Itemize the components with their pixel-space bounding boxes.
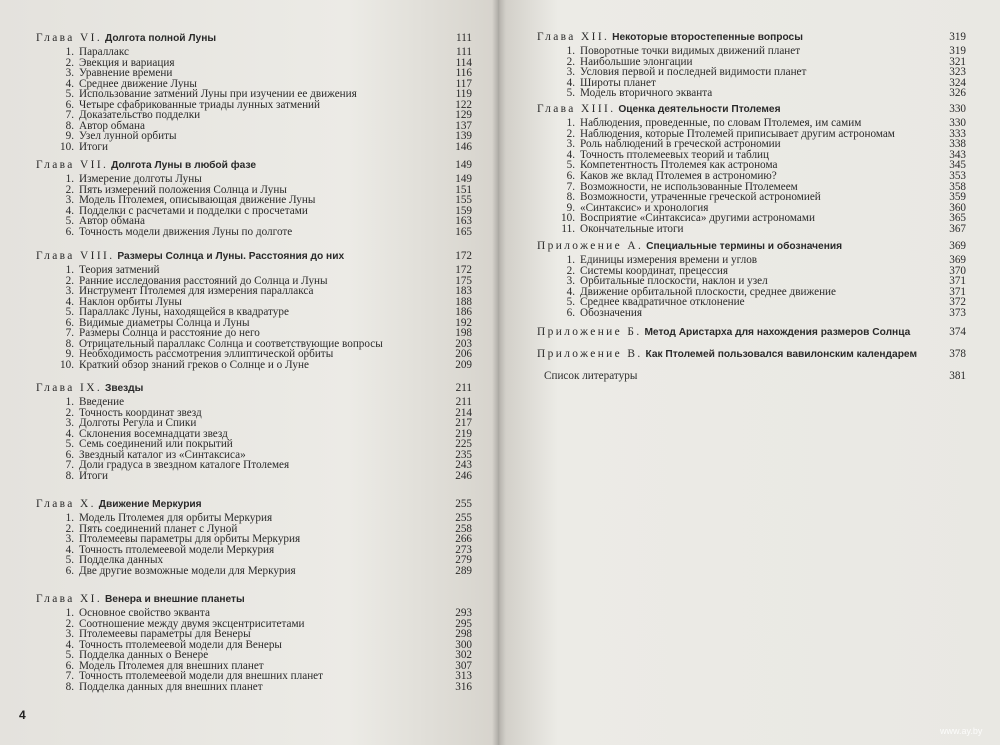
toc-entry [559,307,642,319]
chapter-heading [36,32,216,45]
entry-page: 214 [455,406,472,419]
entry-page: 139 [455,130,472,142]
entry-number: 4. [65,427,74,440]
entry-title: Склонения восемнадцати звезд [79,427,228,440]
chapter-heading [36,498,202,511]
entry-number: 10. [60,140,74,153]
entry-title: Наклон орбиты Луны [79,295,182,308]
chapter-heading [537,326,910,339]
entry-title: Восприятие «Синтаксиса» другими астрономами [580,212,815,225]
entry-title: Соотношение между двумя эксцентриситетами [79,617,305,630]
toc-entry [58,226,292,238]
entry-number: 4. [65,77,74,90]
chapter-title: Как Птолемей пользовался вавилонским календарем [645,349,917,360]
entry-page: 333 [949,127,966,140]
entry-page: 302 [455,649,472,661]
entry-page: 360 [949,201,966,214]
entry-page: 323 [949,66,966,79]
chapter-title: Звезды [104,383,144,394]
chapter-heading [36,382,143,395]
entry-number: 1. [566,45,575,57]
entry-number: 1. [65,512,74,524]
entry-title: Модель вторичного экванта [580,87,713,100]
entry-title: Основное свойство экванта [79,607,210,619]
entry-page: 188 [455,295,472,308]
entry-title: Измерение долготы Луны [79,173,202,185]
entry-page: 122 [455,98,472,111]
chapter-page: 330 [949,103,966,115]
entry-title: Широты планет [580,76,656,89]
entry-title: Подделки с расчетами и подделки с просчетами [79,204,308,217]
entry-number: 2. [566,264,575,277]
entry-title: Возможности, не использованные Птолемеем [580,180,798,193]
bibliography-label: Список литературы [544,370,638,382]
entry-number: 8. [566,191,575,204]
entry-page: 319 [949,45,966,57]
entry-page: 371 [949,285,966,298]
entry-title: Возможности, утраченные греческой астрономией [580,191,821,204]
entry-page: 279 [455,554,472,566]
entry-number: 3. [566,66,575,79]
entry-page: 373 [949,307,966,319]
entry-title: Точность птолемеевой модели Меркурия [79,543,275,556]
entry-title: Точность координат звезд [79,406,202,419]
entry-number: 3. [65,628,74,640]
entry-title: Обозначения [580,307,643,319]
entry-number: 8. [65,680,74,693]
entry-title: Эвекция и вариация [79,56,175,69]
entry-number: 2. [566,127,575,140]
entry-title: Инструмент Птолемея для измерения параллакса [79,285,314,297]
entry-title: Системы координат, прецессия [580,264,728,277]
entry-page: 289 [455,564,472,577]
chapter-page: 255 [455,498,472,510]
entry-page: 243 [455,459,472,471]
entry-number: 2. [65,183,74,196]
entry-page: 258 [455,522,472,535]
entry-number: 2. [65,56,74,69]
entry-page: 345 [949,159,966,172]
entry-number: 6. [566,170,575,182]
chapter-number: Глава VIII. [36,250,115,262]
entry-number: 4. [65,638,74,651]
chapter-title: Долгота полной Луны [104,33,217,44]
chapter-heading [537,348,917,361]
entry-number: 4. [566,148,575,161]
entry-title: Автор обмана [79,215,145,227]
entry-number: 4. [566,285,575,298]
entry-number: 5. [65,649,74,661]
entry-number: 10. [60,358,74,371]
entry-number: 11. [561,223,575,235]
chapter-heading [537,240,842,253]
entry-title: Точность птолемеевой модели для Венеры [79,638,282,651]
entry-title: Использование затмений Луны при изучении ее движения [79,88,357,100]
toc-entry [58,565,296,577]
entry-page: 313 [455,670,472,682]
chapter-page: 111 [456,32,472,44]
entry-title: Подделка данных [79,554,164,566]
entry-title: Пять измерений положения Солнца и Луны [79,183,287,196]
entry-title: Среднее движение Луны [79,77,197,90]
entry-number: 4. [65,204,74,217]
entry-number: 2. [566,55,575,68]
entry-page: 137 [455,119,472,132]
chapter-page: 374 [949,326,966,338]
entry-number: 4. [65,295,74,308]
toc-entry [58,359,309,371]
entry-number: 1. [566,254,575,266]
chapter-heading [36,159,256,172]
chapter-title: Венера и внешние планеты [104,594,245,605]
entry-number: 8. [65,469,74,482]
entry-page: 235 [455,448,472,461]
entry-title: Наблюдения, проведенные, по словам Птолемея, им самим [580,117,862,129]
chapter-number: Глава IX. [36,382,103,394]
entry-page: 338 [949,138,966,151]
toc-entry [58,141,108,153]
chapter-heading [537,31,803,44]
entry-page: 219 [455,427,472,440]
entry-title: Подделка данных для внешних планет [79,680,263,693]
entry-title: Подделка данных о Венере [79,649,209,661]
entry-title: Автор обмана [79,119,145,132]
entry-title: Птолемеевы параметры для орбиты Меркурия [79,533,301,545]
entry-page: 321 [949,55,966,68]
entry-page: 114 [455,56,472,69]
entry-number: 5. [65,438,74,450]
entry-title: Теория затмений [79,264,160,276]
chapter-number: Глава XI. [36,593,103,605]
entry-title: Узел лунной орбиты [79,130,177,142]
entry-title: Введение [79,396,125,408]
entry-page: 300 [455,638,472,651]
entry-page: 111 [456,46,472,58]
entry-title: Параллакс [79,46,129,58]
chapter-number: Глава VII. [36,159,109,171]
entry-title: Точность птолемеевой модели для внешних планет [79,670,324,682]
chapter-page: 149 [455,159,472,171]
chapter-page: 211 [455,382,472,394]
page-number: 4 [19,708,26,722]
entry-number: 7. [566,180,575,193]
entry-title: Необходимость рассмотрения эллиптической орбиты [79,348,334,360]
entry-title: Итоги [79,469,108,482]
entry-number: 7. [65,109,74,121]
entry-title: Параллакс Луны, находящейся в квадратуре [79,306,289,318]
entry-number: 2. [65,406,74,419]
right-page [498,0,1000,745]
chapter-number: Глава VI. [36,32,103,44]
entry-page: 116 [455,67,472,79]
entry-page: 365 [949,212,966,225]
chapter-page: 378 [949,348,966,360]
entry-page: 151 [455,183,472,196]
entry-page: 298 [455,628,472,640]
toc-entry [58,681,263,693]
entry-number: 6. [65,659,74,672]
toc-entry [559,223,684,235]
entry-page: 198 [455,327,472,339]
entry-number: 1. [65,607,74,619]
entry-title: Точность модели движения Луны по долготе [79,225,293,238]
entry-number: 6. [65,448,74,461]
entry-number: 6. [65,564,74,577]
entry-number: 3. [65,285,74,297]
entry-title: Четыре сфабрикованные триады лунных затмений [79,98,321,111]
entry-title: Размеры Солнца и расстояние до него [79,327,260,339]
entry-page: 209 [455,358,472,371]
entry-page: 183 [455,285,472,297]
chapter-number: Глава X. [36,498,96,510]
left-page [0,0,498,745]
chapter-heading [537,103,781,116]
entry-page: 266 [455,533,472,545]
entry-page: 217 [455,417,472,429]
entry-page: 165 [455,225,472,238]
entry-number: 1. [65,396,74,408]
entry-title: Отрицательный параллакс Солнца и соответствующие вопросы [79,337,383,350]
entry-title: Среднее квадратичное отклонение [580,296,745,309]
entry-page: 192 [455,316,472,329]
chapter-number: Приложение А. [537,240,644,252]
entry-number: 5. [65,215,74,227]
entry-title: Птолемеевы параметры для Венеры [79,628,251,640]
entry-page: 155 [455,194,472,206]
entry-title: Наблюдения, которые Птолемей приписывает другим астрономам [580,127,895,140]
chapter-page: 319 [949,31,966,43]
entry-number: 3. [566,275,575,288]
entry-number: 1. [566,117,575,129]
entry-page: 119 [455,88,472,100]
entry-number: 5. [65,554,74,566]
entry-page: 117 [455,77,472,90]
entry-page: 343 [949,148,966,161]
entry-page: 211 [455,396,472,408]
entry-page: 159 [455,204,472,217]
entry-title: Видимые диаметры Солнца и Луны [79,316,250,329]
entry-number: 9. [65,348,74,360]
entry-number: 6. [65,316,74,329]
toc-entry [58,470,108,482]
entry-page: 225 [455,438,472,450]
entry-page: 307 [455,659,472,672]
entry-title: Условия первой и последней видимости планет [580,66,807,79]
entry-number: 3. [65,533,74,545]
entry-page: 149 [455,173,472,185]
entry-number: 5. [566,159,575,172]
entry-number: 1. [65,173,74,185]
entry-page: 371 [949,275,966,288]
entry-title: Пять соединений планет с Луной [79,522,238,535]
entry-number: 7. [65,459,74,471]
entry-page: 324 [949,76,966,89]
entry-number: 5. [566,296,575,309]
entry-number: 9. [65,130,74,142]
entry-number: 5. [65,88,74,100]
entry-title: Модель Птолемея для орбиты Меркурия [79,512,273,524]
entry-page: 206 [455,348,472,360]
entry-page: 255 [455,512,472,524]
entry-number: 8. [65,337,74,350]
entry-page: 172 [455,264,472,276]
entry-number: 2. [65,274,74,287]
chapter-number: Приложение Б. [537,326,642,338]
entry-page: 186 [455,306,472,318]
entry-title: Орбитальные плоскости, наклон и узел [580,275,768,288]
entry-page: 372 [949,296,966,309]
entry-page: 273 [455,543,472,556]
entry-page: 316 [455,680,472,693]
chapter-number: Приложение В. [537,348,643,360]
entry-page: 330 [949,117,966,129]
chapter-title: Метод Аристарха для нахождения размеров Солнца [644,327,911,338]
chapter-heading [36,250,344,263]
entry-page: 370 [949,264,966,277]
entry-number: 1. [65,46,74,58]
entry-page: 203 [455,337,472,350]
entry-title: Каков же вклад Птолемея в астрономию? [580,170,777,182]
entry-title: Доли градуса в звездном каталоге Птолемея [79,459,290,471]
entry-number: 3. [65,194,74,206]
entry-title: «Синтаксис» и хронология [580,201,709,214]
entry-page: 367 [949,223,966,235]
entry-number: 8. [65,119,74,132]
entry-number: 10. [561,212,575,225]
entry-title: Окончательные итоги [580,223,684,235]
entry-page: 175 [455,274,472,287]
entry-title: Наибольшие элонгации [580,55,693,68]
entry-page: 293 [455,607,472,619]
entry-title: Движение орбитальной плоскости, среднее движение [580,285,837,298]
chapter-title: Долгота Луны в любой фазе [111,160,257,171]
entry-number: 6. [65,98,74,111]
toc-entry [559,87,712,99]
entry-title: Единицы измерения времени и углов [580,254,758,266]
entry-page: 353 [949,170,966,182]
entry-number: 9. [566,201,575,214]
entry-number: 3. [65,67,74,79]
entry-number: 5. [566,87,575,100]
entry-page: 295 [455,617,472,630]
entry-title: Компетентность Птолемея как астронома [580,159,778,172]
entry-title: Доказательство подделки [79,109,201,121]
entry-number: 2. [65,617,74,630]
entry-title: Ранние исследования расстояний до Солнца и Луны [79,274,328,287]
entry-title: Роль наблюдений в греческой астрономии [580,138,781,151]
chapter-title: Размеры Солнца и Луны. Расстояния до них [117,251,345,262]
entry-title: Итоги [79,140,108,153]
chapter-title: Движение Меркурия [98,499,202,510]
book-gutter [492,0,506,745]
entry-title: Модель Птолемея для внешних планет [79,659,264,672]
entry-number: 3. [566,138,575,151]
chapter-title: Оценка деятельности Птолемея [618,104,781,115]
entry-title: Звездный каталог из «Синтаксиса» [79,448,246,461]
entry-page: 369 [949,254,966,266]
entry-title: Точность птолемеевых теорий и таблиц [580,148,770,161]
entry-page: 129 [455,109,472,121]
entry-number: 6. [65,225,74,238]
chapter-page: 369 [949,240,966,252]
chapter-heading [36,593,245,606]
bibliography-page: 381 [949,370,966,382]
entry-title: Семь соединений или покрытий [79,438,233,450]
entry-title: Долготы Регула и Спики [79,417,197,429]
entry-page: 246 [455,469,472,482]
entry-page: 358 [949,180,966,193]
entry-number: 6. [566,307,575,319]
entry-number: 4. [566,76,575,89]
entry-page: 163 [455,215,472,227]
entry-page: 326 [949,87,966,100]
chapter-title: Некоторые второстепенные вопросы [612,32,803,43]
entry-title: Две другие возможные модели для Меркурия [79,564,296,577]
entry-page: 146 [455,140,472,153]
entry-number: 7. [65,327,74,339]
entry-title: Уравнение времени [79,67,173,79]
chapter-page: 172 [455,250,472,262]
entry-title: Модель Птолемея, описывающая движение Луны [79,194,316,206]
entry-number: 2. [65,522,74,535]
chapter-number: Глава XIII. [537,103,616,115]
chapter-number: Глава XII. [537,31,610,43]
entry-title: Поворотные точки видимых движений планет [580,45,801,57]
entry-number: 3. [65,417,74,429]
entry-number: 7. [65,670,74,682]
chapter-title: Специальные термины и обозначения [646,241,843,252]
entry-title: Краткий обзор знаний греков о Солнце и о Луне [79,358,309,371]
entry-number: 4. [65,543,74,556]
entry-number: 5. [65,306,74,318]
watermark: www.ay.by [940,726,983,736]
entry-number: 1. [65,264,74,276]
entry-page: 359 [949,191,966,204]
